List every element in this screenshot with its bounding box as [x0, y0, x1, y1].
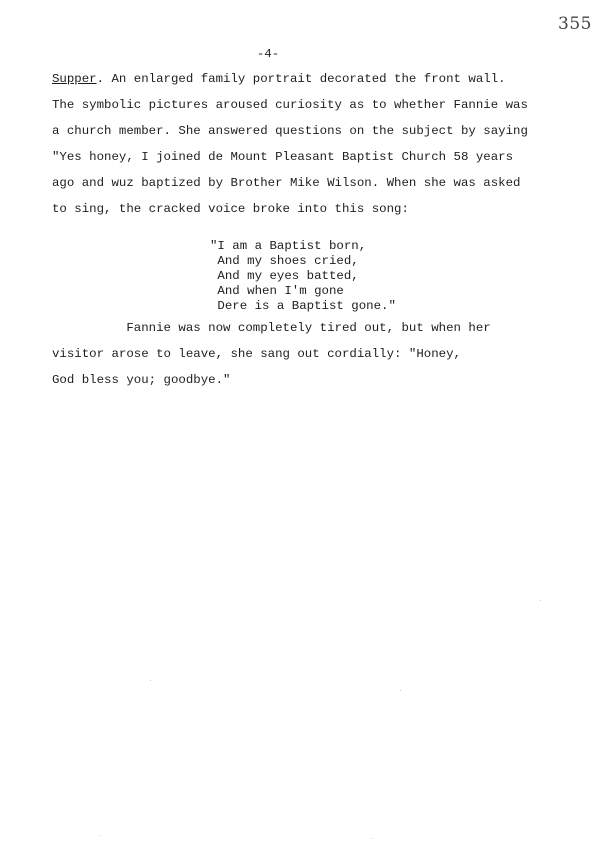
scan-speck — [100, 835, 101, 836]
paragraph-1-line: to sing, the cracked voice broke into this song: — [52, 202, 409, 216]
scan-speck — [150, 680, 151, 681]
paragraph-1-line: The symbolic pictures aroused curiosity as to whether Fannie was — [52, 98, 528, 112]
underlined-word: Supper — [52, 72, 97, 86]
paragraph-2 — [52, 315, 572, 393]
page-stamp-number: 355 — [558, 14, 592, 34]
paragraph-2-line: Fannie was now completely tired out, but when her — [52, 321, 491, 335]
verse-line: And my eyes batted, — [210, 269, 359, 283]
paragraph-1-line: ago and wuz baptized by Brother Mike Wilson. When she was asked — [52, 176, 521, 190]
paragraph-2-line: God bless you; goodbye." — [52, 373, 231, 387]
verse-line: And my shoes cried, — [210, 254, 359, 268]
verse-line: And when I'm gone — [210, 284, 344, 298]
scan-speck — [400, 690, 401, 691]
paragraph-1-line-1-rest: . An enlarged family portrait decorated the front wall. — [96, 72, 506, 86]
verse-line: "I am a Baptist born, — [210, 239, 367, 253]
page-number: -4- — [256, 47, 280, 61]
paragraph-1-line: a church member. She answered questions on the subject by saying — [52, 124, 528, 138]
scan-speck — [540, 600, 541, 601]
paragraph-1 — [52, 66, 572, 222]
paragraph-1-line-1 — [52, 66, 572, 92]
paragraph-1-line: "Yes honey, I joined de Mount Pleasant Baptist Church 58 years — [52, 150, 514, 164]
song-verse — [210, 239, 396, 314]
paragraph-2-line: visitor arose to leave, she sang out cordially: "Honey, — [52, 347, 461, 361]
scan-speck — [372, 838, 373, 839]
verse-line: Dere is a Baptist gone." — [210, 299, 396, 313]
